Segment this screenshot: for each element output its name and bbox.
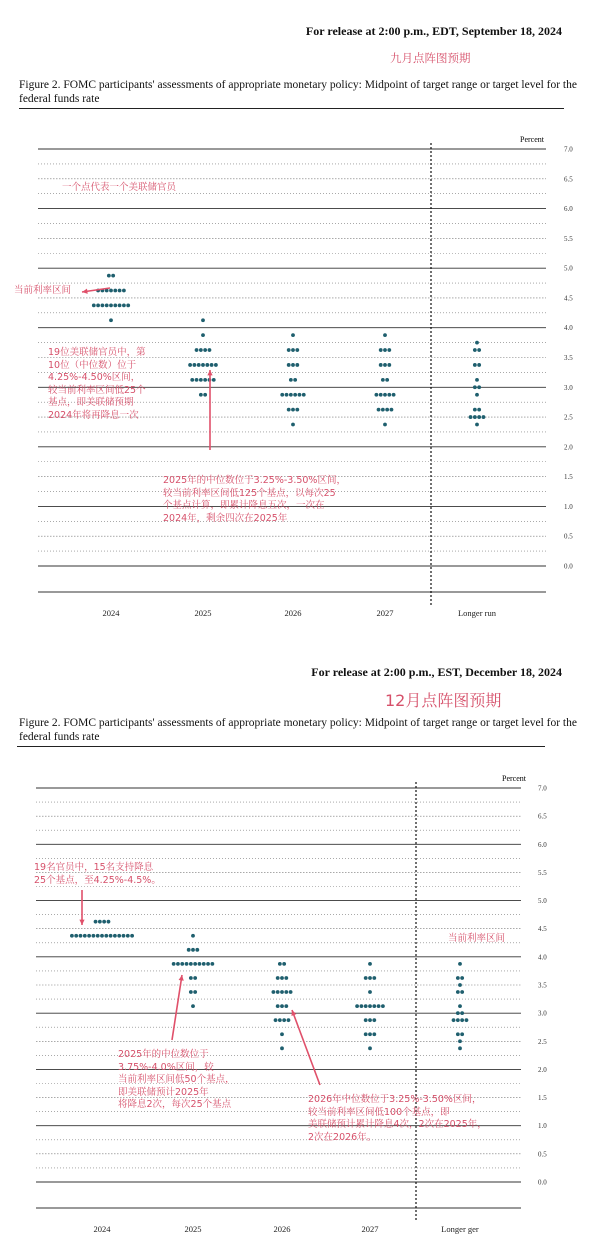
x-tick-label: 2024 bbox=[102, 608, 120, 618]
participant-dot bbox=[202, 962, 206, 966]
participant-dot bbox=[456, 1011, 460, 1015]
participant-dot bbox=[355, 1004, 359, 1008]
participant-dot bbox=[193, 962, 197, 966]
participant-dot bbox=[364, 976, 368, 980]
participant-dot bbox=[109, 934, 113, 938]
y-tick-label: 5.0 bbox=[538, 897, 547, 906]
participant-dot bbox=[92, 934, 96, 938]
y-tick-label: 0.0 bbox=[538, 1178, 547, 1187]
participant-dot bbox=[284, 990, 288, 994]
y-tick-label: 6.5 bbox=[538, 812, 547, 821]
participant-dot bbox=[456, 1018, 460, 1022]
participant-dot bbox=[289, 990, 293, 994]
chinese-title-2: 12月点阵图预期 bbox=[385, 691, 502, 710]
participant-dot bbox=[191, 934, 195, 938]
participant-dot bbox=[460, 990, 464, 994]
annotation-arrowhead bbox=[79, 920, 84, 925]
participant-dot bbox=[276, 990, 280, 994]
participant-dot bbox=[280, 1046, 284, 1050]
participant-dot bbox=[189, 976, 193, 980]
participant-dot bbox=[280, 1004, 284, 1008]
participant-dot bbox=[70, 934, 74, 938]
participant-dot bbox=[458, 1039, 462, 1043]
annotation-dec-2024: 19名官员中，15名支持降息 25个基点，至4.25%-4.5%。 bbox=[34, 862, 161, 886]
participant-dot bbox=[185, 962, 189, 966]
participant-dot bbox=[74, 934, 78, 938]
y-tick-label: 1.5 bbox=[564, 473, 573, 482]
annotation-dot-meaning: 一个点代表一个美联储官员 bbox=[62, 182, 177, 193]
y-tick-label: 5.0 bbox=[564, 264, 573, 273]
annotation-arrow bbox=[292, 1010, 320, 1085]
participant-dot bbox=[360, 1004, 364, 1008]
participant-dot bbox=[278, 1018, 282, 1022]
participant-dot bbox=[368, 962, 372, 966]
participant-dot bbox=[130, 934, 134, 938]
x-tick-label: 2026 bbox=[273, 1224, 291, 1234]
participant-dot bbox=[282, 1018, 286, 1022]
y-tick-label: 6.0 bbox=[538, 840, 547, 849]
y-tick-label: 4.5 bbox=[564, 294, 573, 303]
participant-dot bbox=[274, 1018, 278, 1022]
participant-dot bbox=[368, 1032, 372, 1036]
annotation-2026-median-dec: 2026年中位数位于3.25%-3.50%区间， 较当前利率区间低100个基点，即 美联储预计累计降息4次，2次在2025年， 2次在2026年。 bbox=[308, 1094, 487, 1143]
participant-dot bbox=[460, 1032, 464, 1036]
participant-dot bbox=[193, 990, 197, 994]
participant-dot bbox=[458, 983, 462, 987]
y-tick-label: 4.0 bbox=[538, 953, 547, 962]
participant-dot bbox=[83, 934, 87, 938]
participant-dot bbox=[195, 948, 199, 952]
participant-dot bbox=[368, 990, 372, 994]
participant-dot bbox=[79, 934, 83, 938]
y-axis-label: Percent bbox=[502, 774, 526, 783]
participant-dot bbox=[287, 1018, 291, 1022]
participant-dot bbox=[104, 934, 108, 938]
y-tick-label: 6.0 bbox=[564, 205, 573, 214]
participant-dot bbox=[107, 920, 111, 924]
y-tick-label: 2.0 bbox=[564, 443, 573, 452]
figure-title-1: Figure 2. FOMC participants' assessments of appropriate monetary policy: Midpoint of target range or target level for the federal funds rate bbox=[19, 79, 577, 105]
y-tick-label: 0.5 bbox=[538, 1150, 547, 1159]
participant-dot bbox=[193, 976, 197, 980]
participant-dot bbox=[284, 976, 288, 980]
participant-dot bbox=[458, 1004, 462, 1008]
annotation-2025-median-dec: 2025年的中位数位于 3.75%-4.0%区间，较 当前利率区间低50个基点， 即美联储预计2025年 将降息2次，每次25个基点 bbox=[118, 1049, 235, 1110]
x-tick-label: 2026 bbox=[284, 608, 302, 618]
y-tick-label: 0.0 bbox=[564, 562, 573, 571]
participant-dot bbox=[282, 962, 286, 966]
participant-dot bbox=[96, 934, 100, 938]
y-tick-label: 3.0 bbox=[564, 383, 573, 392]
participant-dot bbox=[210, 962, 214, 966]
x-tick-label: 2027 bbox=[361, 1224, 379, 1234]
participant-dot bbox=[372, 1018, 376, 1022]
participant-dot bbox=[364, 1004, 368, 1008]
participant-dot bbox=[364, 1032, 368, 1036]
y-tick-label: 7.0 bbox=[538, 784, 547, 793]
participant-dot bbox=[191, 1004, 195, 1008]
participant-dot bbox=[87, 934, 91, 938]
y-axis-label: Percent bbox=[520, 135, 544, 144]
participant-dot bbox=[372, 1032, 376, 1036]
participant-dot bbox=[198, 962, 202, 966]
y-tick-label: 4.5 bbox=[538, 925, 547, 934]
participant-dot bbox=[284, 1004, 288, 1008]
annotation-current-range-2: 当前利率区间 bbox=[448, 933, 506, 944]
participant-dot bbox=[102, 920, 106, 924]
participant-dot bbox=[94, 920, 98, 924]
y-tick-label: 2.5 bbox=[564, 413, 573, 422]
participant-dot bbox=[280, 1032, 284, 1036]
participant-dot bbox=[372, 976, 376, 980]
participant-dot bbox=[100, 934, 104, 938]
y-tick-label: 2.0 bbox=[538, 1065, 547, 1074]
participant-dot bbox=[372, 1004, 376, 1008]
y-tick-label: 0.5 bbox=[564, 532, 573, 541]
y-tick-label: 2.5 bbox=[538, 1037, 547, 1046]
participant-dot bbox=[377, 1004, 381, 1008]
participant-dot bbox=[460, 1018, 464, 1022]
participant-dot bbox=[458, 1046, 462, 1050]
y-tick-label: 3.5 bbox=[538, 981, 547, 990]
participant-dot bbox=[276, 1004, 280, 1008]
annotation-current-range-1: 当前利率区间 bbox=[14, 285, 72, 296]
participant-dot bbox=[206, 962, 210, 966]
y-tick-label: 3.5 bbox=[564, 354, 573, 362]
annotation-2024-median: 19位美联储官员中，第 10位（中位数）位于 4.25%-4.50%区间， 较当前利率区间低25个 基点，即美联储预期 2024年将再降息一次 bbox=[48, 347, 146, 421]
participant-dot bbox=[117, 934, 121, 938]
participant-dot bbox=[368, 1046, 372, 1050]
x-tick-label: 2025 bbox=[184, 1224, 202, 1234]
participant-dot bbox=[456, 1032, 460, 1036]
chinese-title-1: 九月点阵图预期 bbox=[390, 51, 471, 65]
participant-dot bbox=[191, 948, 195, 952]
participant-dot bbox=[368, 1004, 372, 1008]
participant-dot bbox=[172, 962, 176, 966]
y-tick-label: 5.5 bbox=[564, 234, 573, 243]
participant-dot bbox=[368, 976, 372, 980]
participant-dot bbox=[460, 1011, 464, 1015]
participant-dot bbox=[458, 962, 462, 966]
figure-title-2: Figure 2. FOMC participants' assessments of appropriate monetary policy: Midpoint of target range or target level for the federal funds rate bbox=[19, 717, 577, 743]
y-tick-label: 4.0 bbox=[564, 324, 573, 333]
participant-dot bbox=[465, 1018, 469, 1022]
participant-dot bbox=[98, 920, 102, 924]
y-tick-label: 3.0 bbox=[538, 1009, 547, 1018]
participant-dot bbox=[278, 962, 282, 966]
release-note-1: For release at 2:00 p.m., EDT, September 18, 2024 bbox=[305, 24, 562, 38]
participant-dot bbox=[368, 1018, 372, 1022]
release-note-2: For release at 2:00 p.m., EST, December 18, 2024 bbox=[311, 665, 562, 679]
participant-dot bbox=[176, 962, 180, 966]
x-tick-label: 2027 bbox=[376, 608, 394, 618]
participant-dot bbox=[280, 990, 284, 994]
participant-dot bbox=[381, 1004, 385, 1008]
participant-dot bbox=[460, 976, 464, 980]
participant-dot bbox=[122, 934, 126, 938]
participant-dot bbox=[113, 934, 117, 938]
y-tick-label: 7.0 bbox=[564, 145, 573, 154]
participant-dot bbox=[280, 976, 284, 980]
participant-dot bbox=[187, 948, 191, 952]
x-tick-label: Longer ger bbox=[441, 1224, 479, 1234]
x-tick-label: 2025 bbox=[194, 608, 212, 618]
participant-dot bbox=[272, 990, 276, 994]
y-tick-label: 1.5 bbox=[538, 1094, 547, 1103]
participant-dot bbox=[452, 1018, 456, 1022]
participant-dot bbox=[456, 990, 460, 994]
participant-dot bbox=[276, 976, 280, 980]
participant-dot bbox=[180, 962, 184, 966]
y-tick-label: 5.5 bbox=[538, 868, 547, 877]
participant-dot bbox=[189, 962, 193, 966]
y-tick-label: 6.5 bbox=[564, 175, 573, 184]
y-tick-label: 1.0 bbox=[538, 1122, 547, 1131]
y-tick-label: 1.0 bbox=[564, 502, 573, 511]
annotation-2025-median-sep: 2025年的中位数位于3.25%-3.50%区间， 较当前利率区间低125个基点，以每次25 个基点计算，即累计降息五次，一次在 2024年，剩余四次在2025年 bbox=[163, 475, 346, 524]
participant-dot bbox=[126, 934, 130, 938]
x-tick-label: Longer run bbox=[457, 608, 497, 618]
x-tick-label: 2024 bbox=[93, 1224, 111, 1234]
participant-dot bbox=[189, 990, 193, 994]
participant-dot bbox=[364, 1018, 368, 1022]
participant-dot bbox=[456, 976, 460, 980]
